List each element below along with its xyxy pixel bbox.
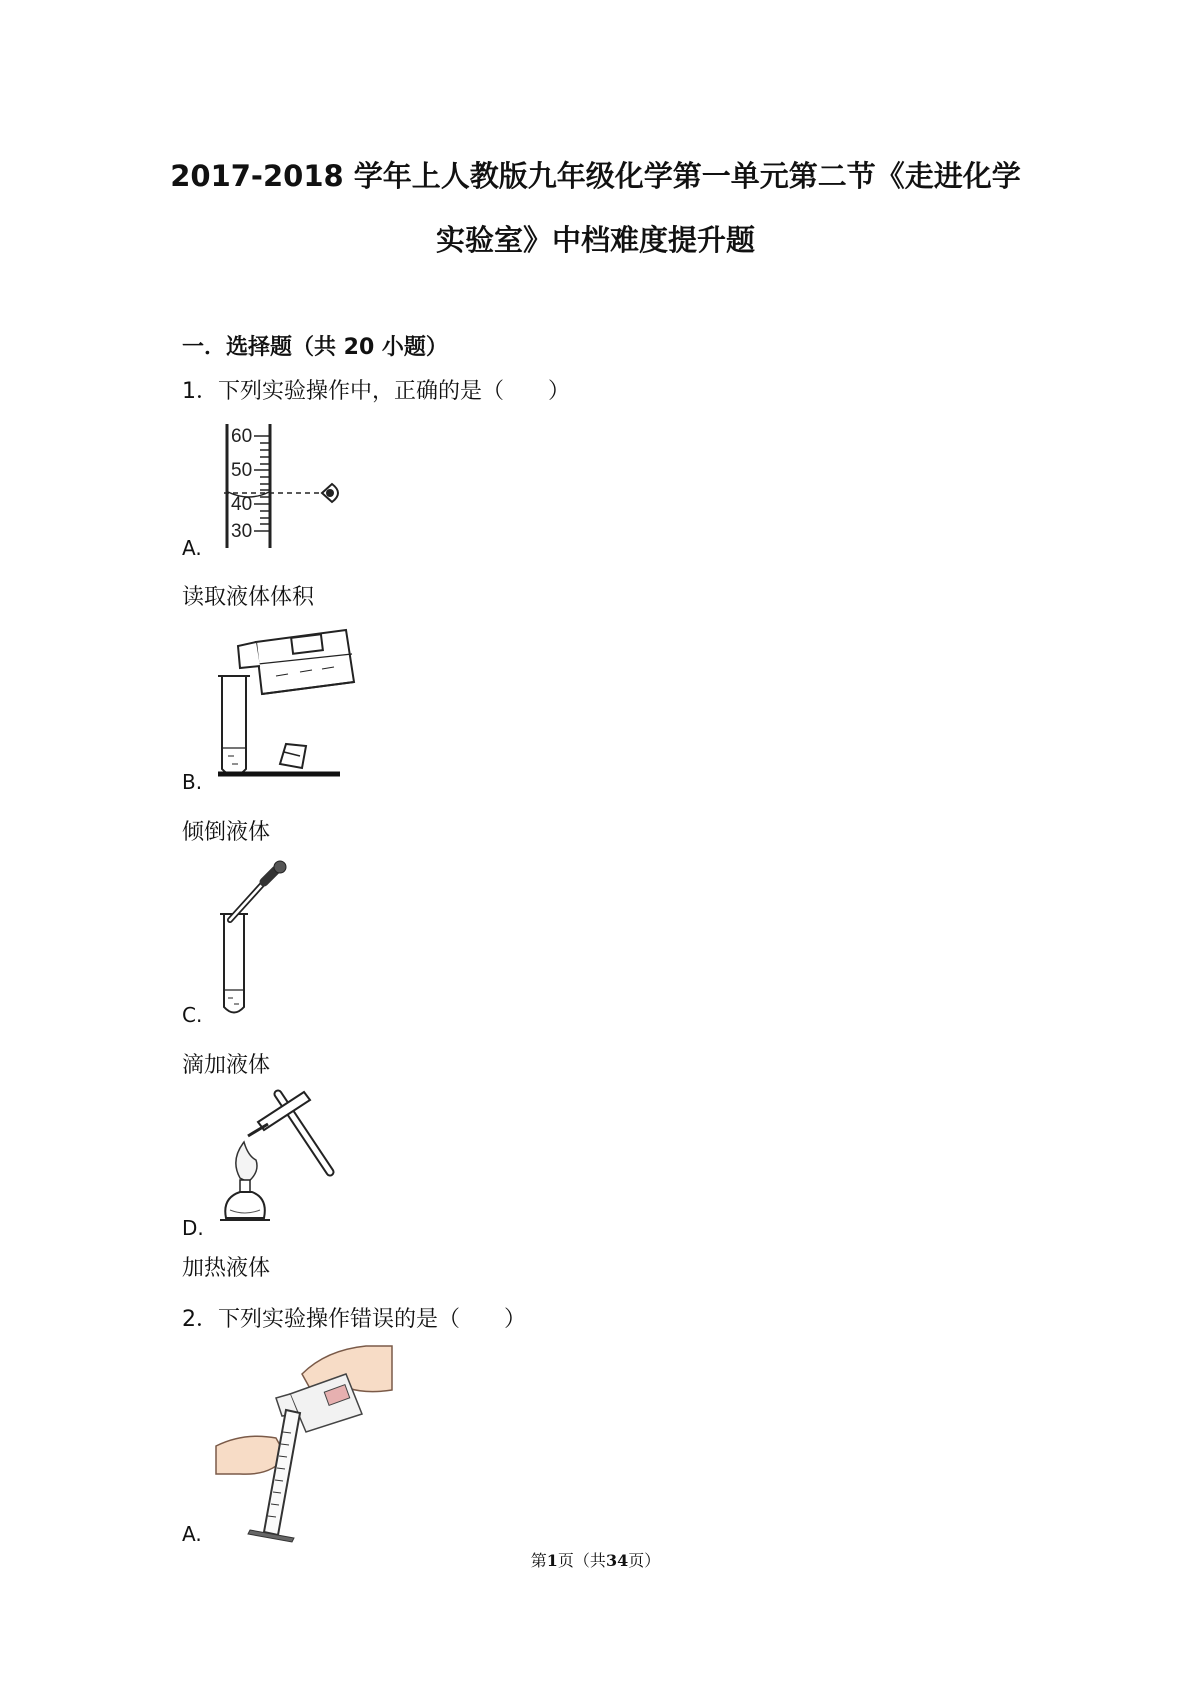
pouring-liquid-figure xyxy=(218,624,358,784)
scale-label-40: 40 xyxy=(231,494,253,515)
q2-option-a-letter: A. xyxy=(182,1522,202,1546)
footer-total-pages: 34 xyxy=(605,1551,629,1570)
pouring-into-cylinder-figure xyxy=(216,1344,396,1540)
dropper-figure xyxy=(214,862,294,1020)
q1-option-a-letter: A. xyxy=(182,536,202,560)
footer-prefix: 第 xyxy=(530,1551,547,1570)
scale-label-60: 60 xyxy=(231,426,253,447)
q1-option-c-caption: 滴加液体 xyxy=(182,1053,271,1078)
page-footer xyxy=(0,1548,1191,1571)
graduated-cylinder-figure xyxy=(222,420,347,552)
footer-page-number: 1 xyxy=(546,1551,558,1570)
footer-middle: 页（共 xyxy=(557,1551,606,1570)
heating-figure xyxy=(218,1086,358,1230)
scale-label-30: 30 xyxy=(231,521,253,542)
document-title-line-2: 实验室》中档难度提升题 xyxy=(435,223,755,257)
document-title-line-1: 2017-2018 学年上人教版九年级化学第一单元第二节《走进化学 xyxy=(170,159,1021,193)
eye-icon xyxy=(322,484,338,502)
q1-option-b-letter: B. xyxy=(182,770,203,794)
footer-suffix: 页） xyxy=(628,1551,661,1570)
question-1-stem: 1．下列实验操作中，正确的是（ ） xyxy=(182,379,570,404)
scale-label-50: 50 xyxy=(231,460,253,481)
q1-option-d-caption: 加热液体 xyxy=(182,1256,271,1281)
question-2-stem: 2．下列实验操作错误的是（ ） xyxy=(182,1307,526,1332)
q1-option-a-caption: 读取液体体积 xyxy=(182,585,315,610)
q1-option-d-letter: D. xyxy=(182,1216,204,1240)
section-heading: 一．选择题（共 20 小题） xyxy=(182,335,448,360)
q1-option-c-letter: C. xyxy=(182,1003,203,1027)
q1-option-b-caption: 倾倒液体 xyxy=(182,820,271,845)
